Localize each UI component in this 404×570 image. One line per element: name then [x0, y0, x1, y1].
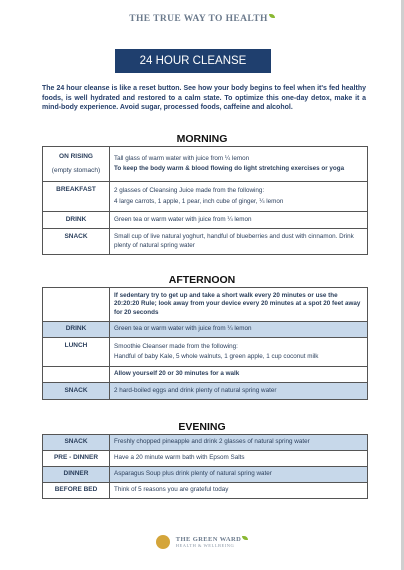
drink-label: DRINK: [43, 212, 110, 229]
lunch-text-1: Smoothie Cleanser made from the following:: [114, 342, 238, 350]
rising-text-2: To keep the body warm & blood flowing do light stretching exercises or yoga: [114, 165, 345, 172]
footer-logo-text: [176, 536, 248, 548]
leaf-icon: [242, 536, 248, 540]
footer-logo: [0, 533, 404, 551]
empty-label-cell: [43, 367, 110, 383]
table-row: [43, 288, 368, 322]
breakfast-text-2: 4 large carrots, 1 apple, 1 pear, inch cube of ginger, ¼ lemon: [114, 197, 284, 205]
breakfast-text-1: 2 glasses of Cleansing Juice made from the following:: [114, 187, 265, 194]
before-bed-text: Think of 5 reasons you are grateful today: [110, 483, 368, 499]
footer-logo-name: THE GREEN WARD: [176, 536, 248, 543]
lunch-text-2: Handful of baby Kale, 5 whole walnuts, 1 green apple, 1 cup coconut milk: [114, 353, 319, 360]
table-row: [43, 212, 368, 229]
before-bed-label: BEFORE BED: [43, 483, 110, 499]
snack-text: 2 hard-boiled eggs and drink plenty of natural spring water: [110, 383, 368, 400]
rising-label: ON RISING: [59, 153, 93, 160]
table-row: [43, 367, 368, 383]
table-row: [43, 467, 368, 483]
empty-label-cell: [43, 288, 110, 322]
lunch-label: LUNCH: [43, 338, 110, 367]
snack-label: SNACK: [43, 383, 110, 400]
afternoon-heading: AFTERNOON: [168, 274, 236, 286]
sedentary-text: If sedentary try to get up and take a short walk every 20 minutes or use the 20:20:20 Rule; look away from your device every 20 minutes at a spot 20 feet away for 20 seconds: [110, 288, 368, 322]
predinner-label: PRE - DINNER: [43, 451, 110, 467]
drink-label: DRINK: [43, 322, 110, 338]
table-row: [43, 147, 368, 182]
evening-table: [42, 434, 368, 499]
lunch-cell: [110, 338, 368, 367]
breakfast-label: BREAKFAST: [43, 182, 110, 212]
snack-label: SNACK: [43, 229, 110, 255]
evening-heading: EVENING: [178, 421, 226, 433]
predinner-text: Have a 20 minute warm bath with Epsom Salts: [110, 451, 368, 467]
header-logo-text: THE TRUE WAY TO HEALTH: [129, 14, 268, 24]
drink-text: Green tea or warm water with juice from ¼ lemon: [110, 212, 368, 229]
table-row: [43, 483, 368, 499]
table-row: [43, 383, 368, 400]
intro-paragraph: The 24 hour cleanse is like a reset button. See how your body begins to feel when it's fed healthy foods, is well hydrated and restored to a calm state. To optimize this one-day detox, make it a mind-body experience. Avoid sugar, processed foods, caffeine and alcohol.: [42, 85, 366, 111]
table-row: [43, 322, 368, 338]
table-row: [43, 451, 368, 467]
afternoon-table: [42, 287, 368, 400]
rising-sublabel: (empty stomach): [51, 166, 101, 174]
footer-logo-sub: HEALTH & WELLBEING: [175, 543, 235, 549]
dinner-label: DINNER: [43, 467, 110, 483]
snack-text: Freshly chopped pineapple and drink 2 glasses of natural spring water: [110, 435, 368, 451]
dinner-text: Asparagus Soup plus drink plenty of natural spring water: [110, 467, 368, 483]
drink-text: Green tea or warm water with juice from ¼ lemon: [110, 322, 368, 338]
rising-label-cell: [43, 147, 110, 182]
table-row: [43, 338, 368, 367]
header-logo: [0, 14, 404, 24]
snack-text: Small cup of live natural yoghurt, handful of blueberries and dust with cinnamon. Drink plenty of natural spring water: [110, 229, 368, 255]
morning-table: [42, 146, 368, 255]
emblem-icon: [156, 535, 170, 549]
rising-text-1: Tall glass of warm water with juice from ¼ lemon: [114, 154, 250, 162]
breakfast-cell: [110, 182, 368, 212]
page-title: 24 HOUR CLEANSE: [115, 49, 271, 73]
snack-label: SNACK: [43, 435, 110, 451]
table-row: [43, 435, 368, 451]
table-row: [43, 229, 368, 255]
table-row: [43, 182, 368, 212]
walk-text: Allow yourself 20 or 30 minutes for a walk: [110, 367, 368, 383]
leaf-icon: [269, 14, 275, 18]
morning-heading: MORNING: [176, 133, 228, 145]
rising-cell: [110, 147, 368, 182]
